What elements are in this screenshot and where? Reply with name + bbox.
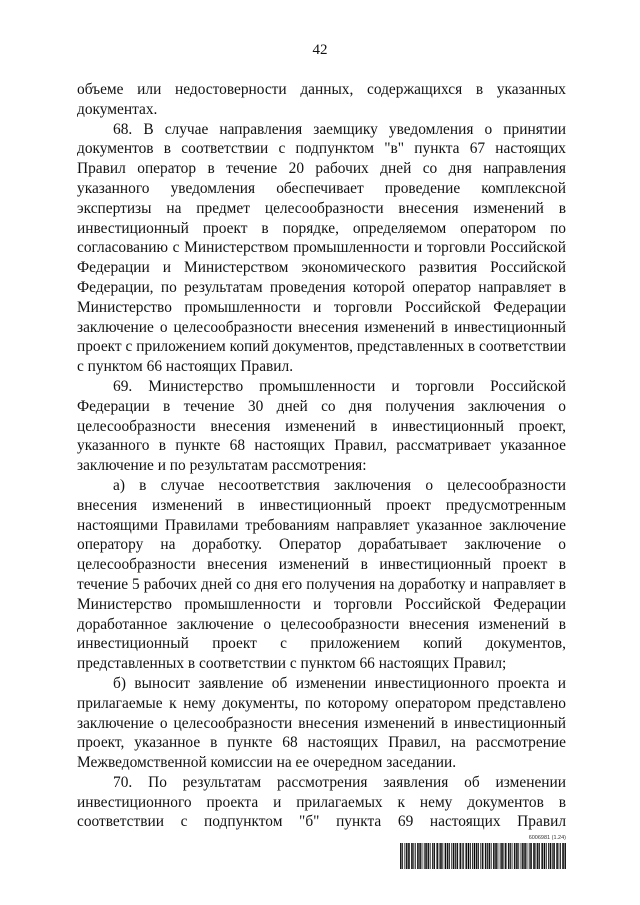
barcode-bar <box>440 843 441 869</box>
barcode-bar <box>523 843 524 869</box>
barcode-bar <box>518 843 519 869</box>
barcode-bar <box>515 843 516 869</box>
barcode-bar <box>433 843 434 869</box>
barcode-bar <box>565 843 566 869</box>
barcode-bar <box>496 843 497 869</box>
barcode-bar <box>508 843 509 869</box>
barcode-bar <box>550 843 551 869</box>
barcode-bar <box>556 843 557 869</box>
barcode-bar <box>505 843 506 869</box>
barcode-bar <box>445 843 446 869</box>
barcode-bar <box>447 843 448 869</box>
barcode-bar <box>413 843 414 869</box>
barcode-bar <box>530 843 531 869</box>
barcode-bar <box>412 843 413 869</box>
barcode-bar <box>529 843 530 869</box>
barcode-bar <box>480 843 481 869</box>
barcode-bar <box>542 843 543 869</box>
barcode-bar <box>524 843 525 869</box>
barcode-bar <box>428 843 429 869</box>
barcode-bar <box>539 843 540 869</box>
barcode-bar <box>557 843 558 869</box>
barcode-bar <box>533 843 534 869</box>
barcode-bar <box>485 843 486 869</box>
paragraph-69-b: б) выносит заявление об изменении инвестиционного проекта и прилагаемые к нему документы, по которому оператором представлено заключение о целесообразности внесения изменений в инвестиционный проект, указанное в пункте 68 настоящих Правил, на рассмотрение Межведомственной комиссии на ее очередном заседании. <box>77 674 566 772</box>
barcode-bar <box>445 843 446 869</box>
barcode-bar <box>400 843 401 869</box>
barcode-bar <box>486 843 487 869</box>
barcode-bar <box>489 843 490 869</box>
barcode-bar <box>470 843 471 869</box>
barcode-bar <box>417 843 418 869</box>
barcode-bar <box>455 843 456 869</box>
barcode-bar <box>483 843 484 869</box>
barcode-bar <box>420 843 421 869</box>
barcode-bar <box>468 843 469 869</box>
barcode-bar <box>434 843 435 869</box>
barcode-bar <box>531 843 532 869</box>
barcode-bar <box>411 843 412 869</box>
barcode-bar <box>544 843 545 869</box>
barcode-bar <box>541 843 542 869</box>
barcode-bar <box>407 843 408 869</box>
barcode-bar <box>476 843 477 869</box>
barcode-bar <box>500 843 501 869</box>
barcode-bar <box>538 843 539 869</box>
barcode-bar <box>401 843 402 869</box>
barcode-bar <box>460 843 461 869</box>
barcode-bar <box>534 843 535 869</box>
barcode-bar <box>406 843 407 869</box>
barcode-bar <box>472 843 473 869</box>
barcode-bar <box>453 843 454 869</box>
barcode-bar <box>424 843 425 869</box>
barcode-bar <box>430 843 431 869</box>
barcode-bar <box>559 843 560 869</box>
barcode-bar <box>415 843 416 869</box>
barcode-bar <box>402 843 403 869</box>
barcode-bar <box>436 843 437 869</box>
barcode-bar <box>495 843 496 869</box>
paragraph-69: 69. Министерство промышленности и торговли Российской Федерации в течение 30 дней со дня получения заключения о целесообразности внесения изменений в инвестиционный проект, указанного в пункте 68 настоящих Правил, рассматривает указанное заключение и по результатам рассмотрения: <box>77 377 566 475</box>
barcode-bar <box>439 843 440 869</box>
barcode-bar <box>474 843 475 869</box>
barcode-bar <box>525 843 526 869</box>
barcode-bar <box>552 843 553 869</box>
barcode-bar <box>548 843 549 869</box>
barcode-bar <box>506 843 507 869</box>
barcode-bar <box>426 843 427 869</box>
barcode-bar <box>425 843 426 869</box>
barcode-bar <box>501 843 502 869</box>
paragraph-continuation: объеме или недостоверности данных, содержащихся в указанных документах. <box>77 81 566 118</box>
barcode-bar <box>437 843 438 869</box>
barcode-bar <box>514 843 515 869</box>
barcode-bar <box>441 843 442 869</box>
barcode-bar <box>468 843 469 869</box>
page-number: 42 <box>312 42 328 58</box>
barcode-bar <box>527 843 528 869</box>
body-text <box>77 80 566 832</box>
barcode-bar <box>517 843 518 869</box>
barcode-bar <box>544 843 545 869</box>
barcode-bar <box>428 843 429 869</box>
paragraph-70: 70. По результатам рассмотрения заявления об изменении инвестиционного проекта и прилагаемых к нему документов в соответствии с подпунктом "б" пункта 69 настоящих Правил <box>77 773 566 831</box>
barcode-bar <box>535 843 536 869</box>
barcode-bar <box>553 843 554 869</box>
barcode-bar <box>498 843 499 869</box>
paragraph-69-a: а) в случае несоответствия заключения о целесообразности внесения изменений в инвестиционный проект предусмотренным настоящими Правилами требованиям направляет указанное заключение оператору на доработку. Оператор дорабатывает заключение о целесообразности внесения изменений в инвестиционный проект в течение 5 рабочих дней со дня его получения на доработку и направляет в Министерство промышленности и торговли Российской Федерации доработанное заключение о целесообразности внесения изменений в инвестиционный проект с приложением копий документов, представленных в соответствии с пунктом 66 настоящих Правил; <box>77 476 566 673</box>
barcode-bar <box>442 843 443 869</box>
barcode-bar <box>448 843 449 869</box>
barcode-bar <box>449 843 450 869</box>
barcode-bar <box>521 843 522 869</box>
barcode-bar <box>466 843 467 869</box>
barcode-bar <box>462 843 463 869</box>
barcode-bar <box>432 843 433 869</box>
barcode-bar <box>565 843 566 869</box>
barcode-bar <box>509 843 510 869</box>
barcode-bar <box>546 843 547 869</box>
barcode-bar <box>516 843 517 869</box>
barcode-bar <box>537 843 538 869</box>
barcode-bar <box>482 843 483 869</box>
barcode-bar <box>408 843 409 869</box>
barcode-bar <box>487 843 488 869</box>
barcode-bar <box>550 843 551 869</box>
barcode-bar <box>409 843 410 869</box>
barcode-bar <box>478 843 479 869</box>
barcode-bar <box>494 843 495 869</box>
barcode-bar <box>563 843 564 869</box>
barcode-bar <box>512 843 513 869</box>
barcode-bar <box>502 843 503 869</box>
barcode-image <box>400 843 566 869</box>
barcode-bar <box>562 843 563 869</box>
barcode-bar <box>503 843 504 869</box>
barcode-bar <box>510 843 511 869</box>
barcode-bar <box>493 843 494 869</box>
barcode-label: 6006981 (1.24) <box>528 835 566 841</box>
barcode-bar <box>466 843 467 869</box>
barcode-bar <box>419 843 420 869</box>
barcode-bar <box>404 843 405 869</box>
barcode-bar <box>491 843 492 869</box>
barcode-bar <box>474 843 475 869</box>
barcode-bar <box>451 843 452 869</box>
barcode-bar <box>460 843 461 869</box>
paragraph-68: 68. В случае направления заемщику уведомления о принятии документов в соответствии с подпунктом "в" пункта 67 настоящих Правил оператор в течение 20 рабочих дней со дня направления указанного уведомления обеспечивает проведение комплексной экспертизы на предмет целесообразности внесения изменений в инвестиционный проект в порядке, определяемом оператором по согласованию с Министерством промышленности и торговли Российской Федерации и Министерством экономического развития Российской Федерации, по результатам проведения которой оператор направляет в Министерство промышленности и торговли Российской Федерации заключение о целесообразности внесения изменений в инвестиционный проект с приложением копий документов, представленных в соответствии с пунктом 66 настоящих Правил. <box>77 120 566 376</box>
barcode-bar <box>454 843 455 869</box>
barcode-bar <box>489 843 490 869</box>
barcode-bar <box>522 843 523 869</box>
barcode-bar <box>457 843 458 869</box>
barcode-bar <box>418 843 419 869</box>
barcode-bar <box>477 843 478 869</box>
barcode-bar <box>422 843 423 869</box>
barcode-bar <box>554 843 555 869</box>
barcode-bar <box>457 843 458 869</box>
barcode-bar <box>463 843 464 869</box>
barcode-bar <box>560 843 561 869</box>
